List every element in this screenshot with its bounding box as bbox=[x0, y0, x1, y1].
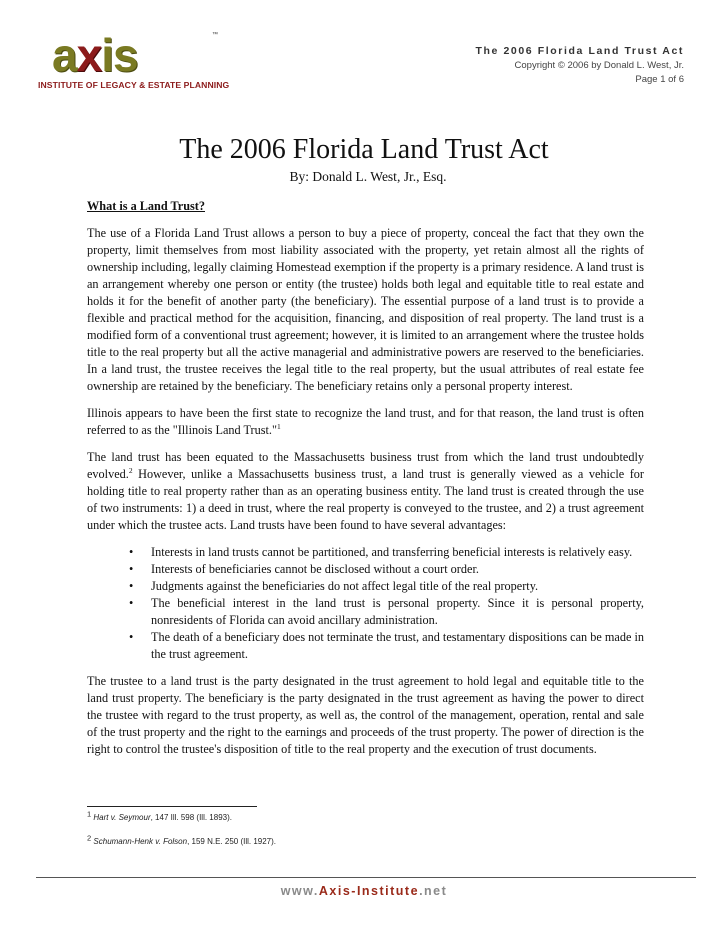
logo-subtitle: INSTITUTE OF LEGACY & ESTATE PLANNING bbox=[38, 80, 230, 90]
paragraph-3: The land trust has been equated to the Massachusetts business trust from which the land trust undoubtedly evolved.$^2$ However, unlike a Massachusetts business trust, a land trust is generally viewed as a vehicle for holding title to real property rather than as an operating business entity. The land trust is created through the use of two instruments: 1) a deed in trust, where the real property is conveyed to the trustee, and 2) a trust agreement under which the trustee acts. Land trusts have been found to have several advantages: bbox=[87, 450, 644, 532]
bullet-icon: • bbox=[129, 579, 134, 593]
document-title: The 2006 Florida Land Trust Act bbox=[179, 134, 549, 165]
footnote-ref-2[interactable]: 2 bbox=[128, 465, 133, 475]
paragraph-2: Illinois appears to have been the first state to recognize the land trust, and for that reason, the land trust is often referred to as the "Illinois Land Trust."$^1$ bbox=[87, 406, 644, 437]
logo-wordmark: axis bbox=[52, 29, 138, 81]
footer-website-link[interactable]: www.Axis-Institute.net bbox=[280, 884, 448, 898]
axis-logo bbox=[32, 30, 237, 92]
list-item: • The death of a beneficiary does not terminate the trust, and testamentary dispositions can be made in the trust agreement. bbox=[129, 630, 644, 661]
paragraph-1: The use of a Florida Land Trust allows a person to buy a piece of property, conceal the fact that they own the property, limit themselves from most liability associated with the property, yet retain almost all the rights of ownership including, legally claiming Homestead exemption if the property is a primary residence. A land trust is an arrangement whereby one person or entity (the trustee) holds both legal and equitable title to real estate and holds it for the benefit of another party (the beneficiary). The essential purpose of a land trust is to provide a flexible and practical method for the acquisition, financing, and disposition of real property. The land trust is a modified form of a conventional trust agreement; however, it is limited to an arrangement where the trustee holds title to the real property but all the active managerial and administrative powers are reserved to the beneficiaries. In a land trust, the trustee receives the legal title to the real property, but the usual attributes of real estate fee ownership are retained by the beneficiary. The beneficiary retains only a personal property interest. bbox=[87, 226, 644, 393]
footnote-2: $^2$ Schumann-Henk v. Folson, 159 N.E. 250 (Ill. 1927). bbox=[87, 833, 277, 846]
header-info bbox=[476, 44, 685, 86]
bullet-icon: • bbox=[129, 596, 134, 610]
list-item: • Interests of beneficiaries cannot be disclosed without a court order. bbox=[129, 562, 479, 576]
list-item: • Judgments against the beneficiaries do not affect legal title of the real property. bbox=[129, 579, 539, 593]
footnote-ref-1[interactable]: 1 bbox=[276, 421, 281, 431]
paragraph-4: The trustee to a land trust is the party designated in the trust agreement to hold legal and equitable title to the land trust property. The beneficiary is the party designated in the trust agreement as having the power to direct the trustee with regard to the trust property, as well as, the control of the management, operation, rental and sale of the trust property and the right to the earnings and proceeds of the trust property. The power of direction is the right to control the trustee's disposition of title to the real property and the execution of trust documents. bbox=[87, 674, 644, 756]
byline: By: Donald L. West, Jr., Esq. bbox=[289, 169, 447, 184]
document-body bbox=[87, 198, 644, 768]
footnote-1: $^1$ Hart v. Seymour, 147 Ill. 598 (Ill. 1893). bbox=[87, 809, 232, 822]
bullet-icon: • bbox=[129, 630, 134, 644]
bullet-icon: • bbox=[129, 562, 134, 576]
footnote-divider bbox=[87, 806, 257, 807]
footer-divider bbox=[36, 877, 696, 878]
advantages-list bbox=[87, 544, 644, 663]
trademark-symbol: ™ bbox=[212, 32, 218, 38]
page-number: Page 1 of 6 bbox=[635, 74, 684, 85]
section-heading: What is a Land Trust? bbox=[87, 199, 205, 213]
list-item: • The beneficial interest in the land trust is personal property. Since it is personal property, nonresidents of Florida can avoid ancillary administration. bbox=[129, 596, 644, 627]
header-copyright: Copyright © 2006 by Donald L. West, Jr. bbox=[514, 60, 684, 71]
list-item: • Interests in land trusts cannot be partitioned, and transferring beneficial interests is relatively easy. bbox=[129, 545, 633, 559]
bullet-icon: • bbox=[129, 545, 134, 559]
header-title: The 2006 Florida Land Trust Act bbox=[475, 45, 684, 57]
